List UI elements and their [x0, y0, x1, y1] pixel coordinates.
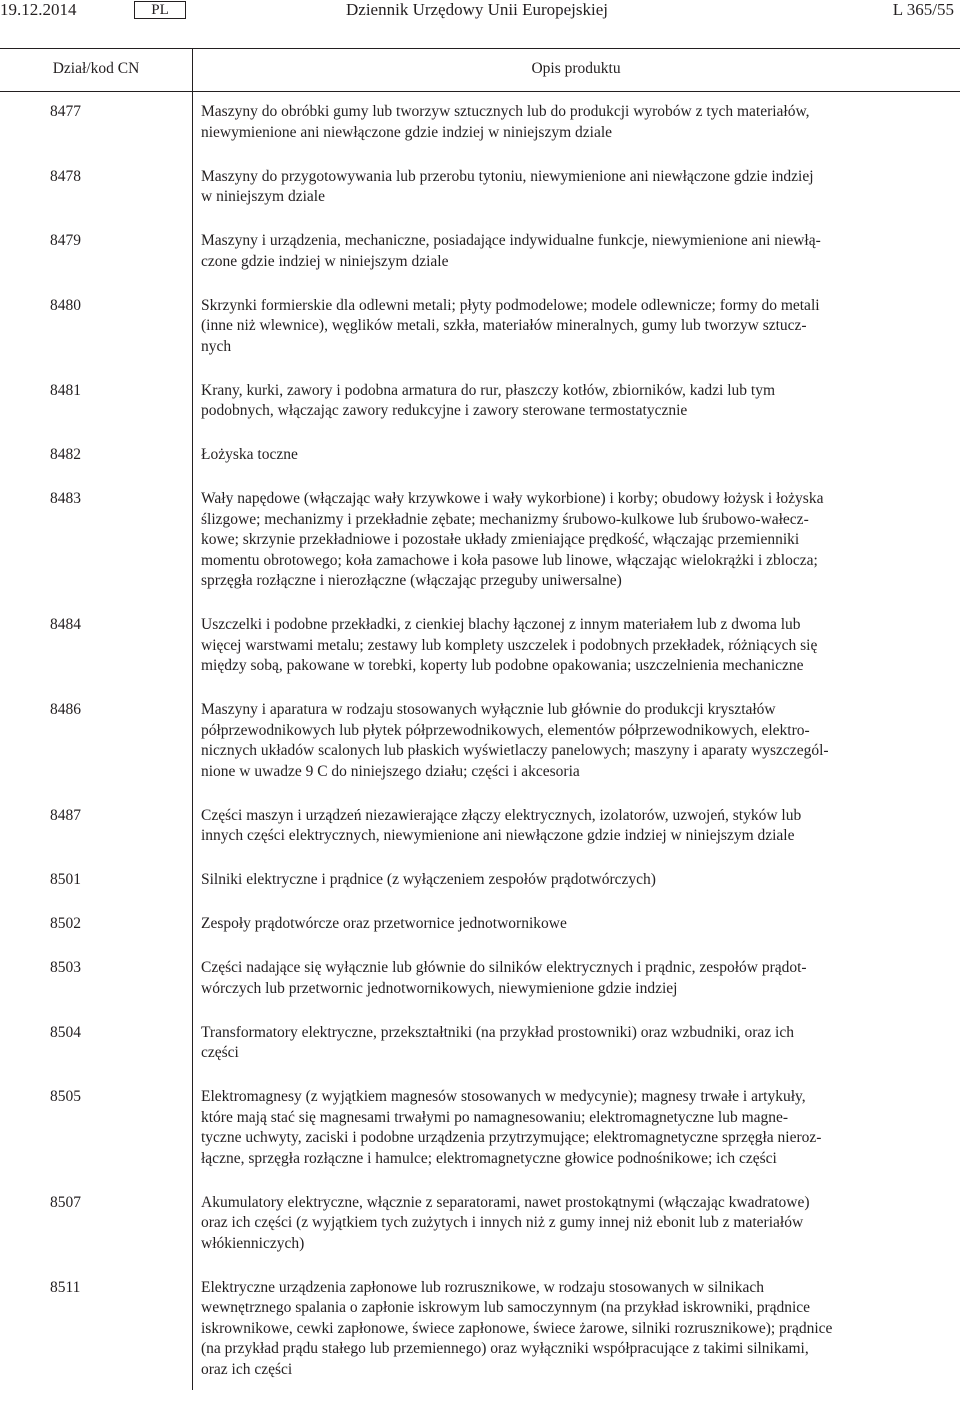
journal-title: Dziennik Urzędowy Unii Europejskiej	[346, 0, 609, 19]
cn-code: 8486	[50, 701, 81, 718]
product-description: Elektromagnesy (z wyjątkiem magnesów stosowanych w medycynie); magnesy trwałe i artykuły, które mają stać się magnesami trwałymi po namagnesowaniu; elektromagnetyczne lub magne- tyczne uchwyty, zaciski i podobne urządzenia przytrzymujące; elektromagnetyczne sprzęgła nieroz- łączne, sprzęgła rozłączne i hamulce; elektromagnetyczne głowice podnośnikowe; ich części	[201, 1088, 822, 1167]
product-description: Maszyny do przygotowywania lub przerobu tytoniu, niewymienione ani niewłączone gdzie indziej w niniejszym dziale	[201, 167, 814, 205]
cn-code: 8481	[50, 381, 81, 399]
table-row	[0, 167, 960, 208]
table-row	[0, 102, 960, 143]
table-row	[0, 958, 960, 999]
cn-code: 8505	[50, 1088, 81, 1105]
cn-code: 8484	[50, 616, 81, 633]
product-description: Akumulatory elektryczne, włącznie z separatorami, nawet prostokątnymi (włączając kwadratowe) oraz ich części (z wyjątkiem tych zużytych i innych niż z gumy innej niż ebonit lub z materiałów włókienniczych)	[201, 1193, 810, 1252]
product-description: Krany, kurki, zawory i podobna armatura do rur, płaszczy kotłów, zbiorników, kadzi lub tym podobnych, włączając zawory redukcyjne i zawory sterowane termostatycznie	[201, 381, 776, 419]
cn-table	[0, 48, 960, 1404]
language-badge: PL	[134, 1, 186, 19]
table-row	[0, 1023, 960, 1064]
cn-code: 8482	[50, 446, 81, 463]
page-reference: L 365/55	[892, 0, 954, 19]
product-description: Maszyny i aparatura w rodzaju stosowanych wyłącznie lub głównie do produkcji kryształów półprzewodnikowych lub płytek półprzewodnikowych, elementów półprzewodnikowych, elektro- nicznych układów scalonych lub płaskich wyświetlaczy panelowych; maszyny i aparaty wyszczegól- nione w uwadze 9 C do niniejszego działu; części i akcesoria	[201, 701, 829, 780]
cn-code: 8507	[50, 1193, 81, 1211]
table-row	[0, 806, 960, 847]
cn-code: 8487	[50, 806, 81, 824]
product-description: Części maszyn i urządzeń niezawierające złączy elektrycznych, izolatorów, uzwojeń, styków lub innych części elektrycznych, niewymienione ani niewłączone gdzie indziej w niniejszym dziale	[201, 806, 802, 844]
table-row	[0, 1087, 960, 1169]
product-description: Skrzynki formierskie dla odlewni metali; płyty podmodelowe; modele odlewnicze; formy do metali (inne niż wlewnice), węglików metali, szkła, materiałów mineralnych, gumy lub tworzyw sztucz- nych	[201, 296, 820, 355]
table-row	[0, 615, 960, 677]
table-row	[0, 381, 960, 422]
product-description: Uszczelki i podobne przekładki, z cienkiej blachy łączonej z innym materiałem lub z dwoma lub więcej warstwami metalu; zestawy lub komplety uszczelek i podobnych przekładek, różniących się między sobą, pakowane w torebki, koperty lub podobne opakowania; uszczelnienia mechaniczne	[201, 616, 818, 674]
cn-code: 8501	[50, 871, 81, 888]
product-description: Zespoły prądotwórcze oraz przetwornice jednotwornikowe	[201, 915, 567, 932]
publication-date: 19.12.2014	[0, 0, 77, 19]
table-row	[0, 231, 960, 272]
product-description: Silniki elektryczne i prądnice (z wyłączeniem zespołów prądotwórczych)	[201, 871, 656, 888]
cn-code: 8480	[50, 296, 81, 314]
product-description: Maszyny do obróbki gumy lub tworzyw sztucznych lub do produkcji wyrobów z tych materiałów, niewymienione ani niewłączone gdzie indziej w niniejszym dziale	[201, 103, 810, 141]
cn-code: 8502	[50, 915, 81, 932]
table-row	[0, 489, 960, 592]
product-description: Części nadające się wyłącznie lub głównie do silników elektrycznych i prądnic, zespołów prądot- wórczych lub przetwornic jednotwornikowych, niewymienione gdzie indziej	[201, 959, 807, 997]
product-description: Elektryczne urządzenia zapłonowe lub rozrusznikowe, w rodzaju stosowanych w silnikach wewnętrznego spalania o zapłonie iskrowym lub samoczynnym (na przykład iskrowniki, prądnice iskrownikowe, cewki zapłonowe, świece zapłonowe, świece żarowe, silniki rozrusznikowe); prądnice (na przykład prądu stałego lub przemiennego) oraz wyłączniki współpracujące z takimi silnikami, oraz ich części	[201, 1278, 833, 1378]
column-header-description: Opis produktu	[531, 60, 621, 77]
cn-code: 8511	[50, 1278, 81, 1296]
table-row	[0, 1278, 960, 1381]
table-row	[0, 445, 960, 466]
product-description: Maszyny i urządzenia, mechaniczne, posiadające indywidualne funkcje, niewymienione ani niewłą- czone gdzie indziej w niniejszym dziale	[201, 232, 821, 270]
cn-code: 8503	[50, 959, 81, 976]
product-description: Łożyska toczne	[201, 446, 298, 463]
table-row	[0, 700, 960, 782]
column-header-code: Dział/kod CN	[52, 60, 140, 77]
cn-code: 8478	[50, 167, 81, 185]
table-row	[0, 296, 960, 358]
table-row	[0, 1193, 960, 1255]
table-body	[0, 92, 960, 1404]
cn-code: 8504	[50, 1023, 81, 1041]
cn-code: 8479	[50, 232, 81, 249]
cn-code: 8477	[50, 103, 81, 120]
product-description: Wały napędowe (włączając wały krzywkowe i wały wykorbione) i korby; obudowy łożysk i łożyska ślizgowe; mechanizmy i przekładnie zębate; mechanizmy śrubowo-kulkowe lub śrubowo-wałecz- kowe; skrzynie przekładniowe i pozostałe układy zmieniające prędkość, włączając przemienniki momentu obrotowego; koła zamachowe i koła pasowe lub linowe, włączając wielokrążki i zblocza; sprzęgła rozłączne i nierozłączne (włączając przeguby uniwersalne)	[201, 490, 824, 589]
table-header	[0, 48, 960, 92]
table-row	[0, 914, 960, 935]
product-description: Transformatory elektryczne, przekształtniki (na przykład prostowniki) oraz wzbudniki, oraz ich części	[201, 1023, 794, 1061]
cn-code: 8483	[50, 490, 81, 507]
table-row	[0, 870, 960, 891]
page-header	[0, 0, 960, 22]
